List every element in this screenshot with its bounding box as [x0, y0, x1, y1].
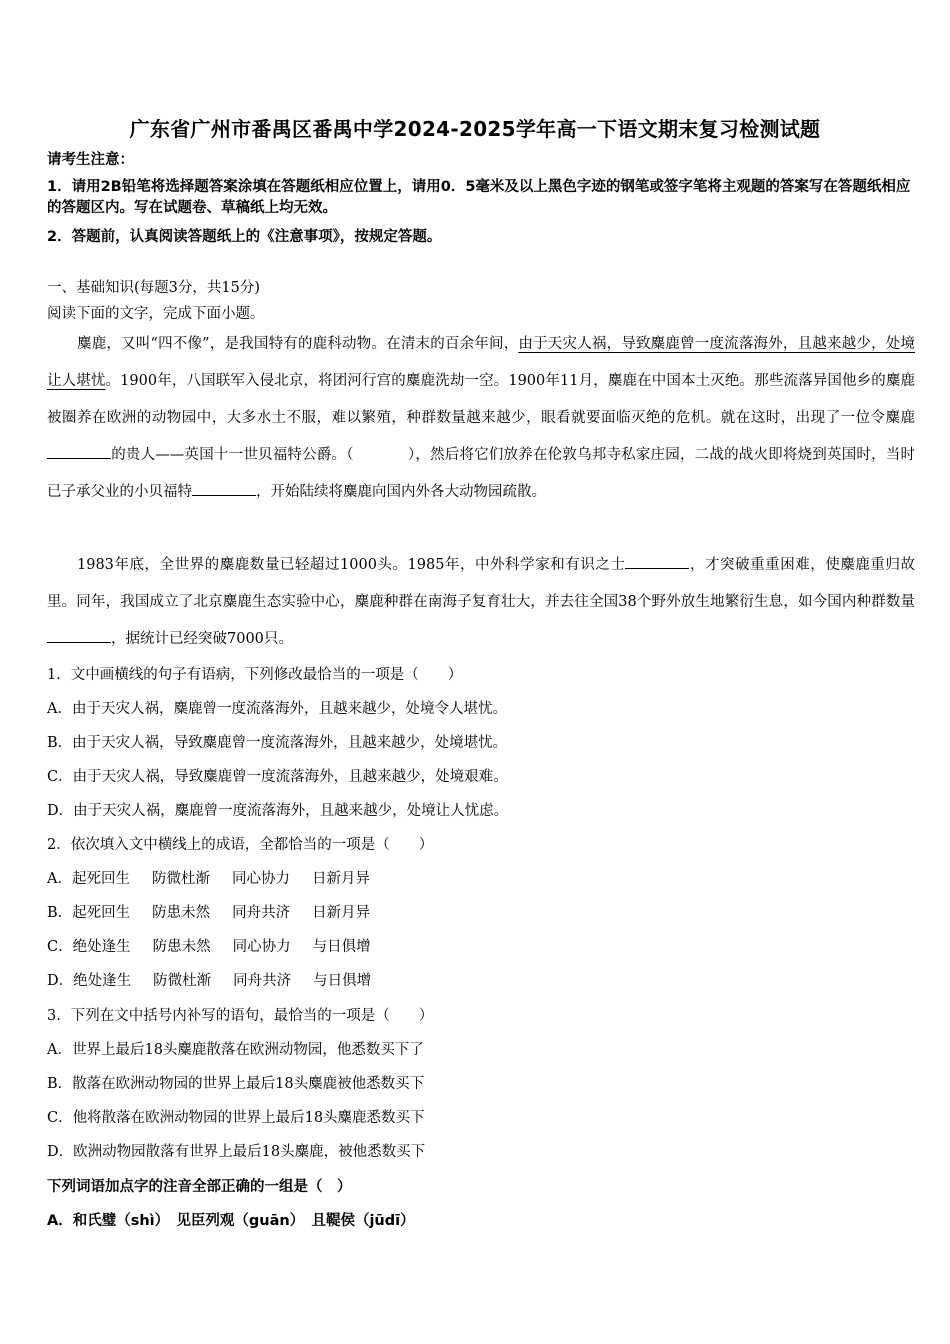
question-1-option-a[interactable]: A．由于天灾人祸，麋鹿曾一度流落海外，且越来越少，处境令人堪忧。 [47, 701, 507, 717]
question-2-option-d[interactable] [47, 969, 371, 990]
question-2-option-c[interactable] [47, 935, 371, 956]
fill-blank [47, 628, 111, 643]
idiom: 防微杜渐 [153, 973, 212, 989]
notice-heading: 请考生注意： [47, 152, 134, 168]
passage-text: ，开始陆续将麋鹿向国内外各大动物园疏散。 [256, 484, 546, 500]
question-2-option-b[interactable] [47, 901, 370, 922]
question-1-option-d[interactable]: D．由于天灾人祸，麋鹿曾一度流落海外，且越来越少，处境让人忧虑。 [47, 803, 509, 819]
notice-item-1: 1．请用2B铅笔将选择题答案涂填在答题纸相应位置上，请用0．5毫米及以上黑色字迹的钢笔或签字笔将主观题的答案写在答题纸相应的答题区内。写在试题卷、草稿纸上均无效。 [47, 179, 911, 216]
passage-text: 1983年底，全世界的麋鹿数量已轻超过1000头。1985年，中外科学家和有识之士 [77, 557, 626, 573]
passage-text: 。1900年，八国联军入侵北京，将团河行宫的麋鹿洗劫一空。1900年11月，麋鹿在中国本土灭绝。那些流落异国他乡的麋鹿被圈养在欧洲的动物园中，大多水土不服，难以繁殖，种群数量越来越少，眼看就要面临灭绝的危机。就在这时，出现了一位令麋鹿 [47, 373, 916, 426]
idiom: 绝处逢生 [73, 973, 132, 989]
passage-text: 的贵人——英国十一世贝福特公爵。（ [111, 447, 354, 463]
notice-item-2: 2．答题前，认真阅读答题纸上的《注意事项》，按规定答题。 [47, 229, 442, 245]
question-1-option-b[interactable]: B．由于天灾人祸，导致麋鹿曾一度流落海外，且越来越少，处境堪忧。 [47, 735, 508, 751]
page-title: 广东省广州市番禺区番禺中学2024-2025学年高一下语文期末复习检测试题 [129, 117, 821, 141]
option-label: D． [47, 973, 74, 989]
question-3-option-c[interactable]: C．他将散落在欧洲动物园的世界上最后18头麋鹿悉数买下 [47, 1110, 425, 1126]
idiom: 日新月异 [312, 905, 371, 921]
idiom: 防患未然 [152, 905, 211, 921]
idiom: 同舟共济 [232, 905, 291, 921]
section-heading: 一、基础知识(每题3分，共15分) [47, 280, 260, 296]
idiom: 同舟共济 [233, 973, 292, 989]
question-3-stem: 3．下列在文中括号内补写的语句，最恰当的一项是（ ） [47, 1008, 434, 1024]
option-label: B． [47, 905, 73, 921]
question-3-option-a[interactable]: A．世界上最后18头麋鹿散落在欧洲动物园，他悉数买下了 [47, 1042, 424, 1058]
idiom: 绝处逢生 [72, 939, 131, 955]
passage-paragraph-2 [47, 547, 915, 658]
fill-blank [47, 444, 111, 459]
question-1-option-c[interactable]: C．由于天灾人祸，导致麋鹿曾一度流落海外，且越来越少，处境艰难。 [47, 769, 508, 785]
idiom: 起死回生 [72, 905, 131, 921]
passage-text: 麋鹿，又叫“四不像”，是我国特有的鹿科动物。在清末的百余年间， [77, 336, 519, 352]
idiom: 同心协力 [231, 871, 290, 887]
underlined-sentence: 由于天灾人祸，导致麋鹿曾一度流落海外，且越来越少，处境让人堪忧 [47, 336, 916, 389]
idiom: 日新月异 [311, 871, 370, 887]
idiom: 防微杜渐 [151, 871, 210, 887]
passage-text: ），然后将它们放养在伦敦乌邦寺私家庄园，二战的战火即将烧到英国时，当时已子承父业的小贝福特 [47, 447, 916, 500]
question-4-option-a[interactable]: A．和氏璧（shì） 见臣列观（guān） 且鞮侯（jūdī） [47, 1213, 415, 1229]
option-label: C． [47, 939, 73, 955]
idiom: 与日俱增 [313, 973, 372, 989]
idiom: 防患未然 [152, 939, 211, 955]
passage-text: ，才突破重重困难，使麋鹿重归故里。同年，我国成立了北京麋鹿生态实验中心，麋鹿种群在南海子复育壮大，并去往全国38个野外放生地繁衍生息，如今国内种群数量 [47, 557, 916, 610]
question-3-option-b[interactable]: B．散落在欧洲动物园的世界上最后18头麋鹿被他悉数买下 [47, 1076, 425, 1092]
question-1-stem: 1．文中画横线的句子有语病，下列修改最恰当的一项是（ ） [47, 667, 463, 683]
option-label: A． [47, 871, 72, 887]
question-4-stem: 下列词语加点字的注音全部正确的一组是（ ） [47, 1179, 352, 1195]
question-3-option-d[interactable]: D．欧洲动物园散落有世界上最后18头麋鹿，被他悉数买下 [47, 1144, 426, 1160]
fill-blank [192, 481, 256, 496]
section-instruction: 阅读下面的文字，完成下面小题。 [47, 306, 265, 322]
question-2-stem: 2．依次填入文中横线上的成语，全都恰当的一项是（ ） [47, 837, 434, 853]
passage-paragraph-1 [47, 326, 915, 511]
idiom: 起死回生 [71, 871, 130, 887]
question-2-option-a[interactable] [47, 867, 370, 888]
idiom: 同心协力 [232, 939, 291, 955]
fill-blank [625, 554, 689, 569]
passage-text: ，据统计已经突破7000只。 [111, 631, 293, 647]
idiom: 与日俱增 [312, 939, 371, 955]
